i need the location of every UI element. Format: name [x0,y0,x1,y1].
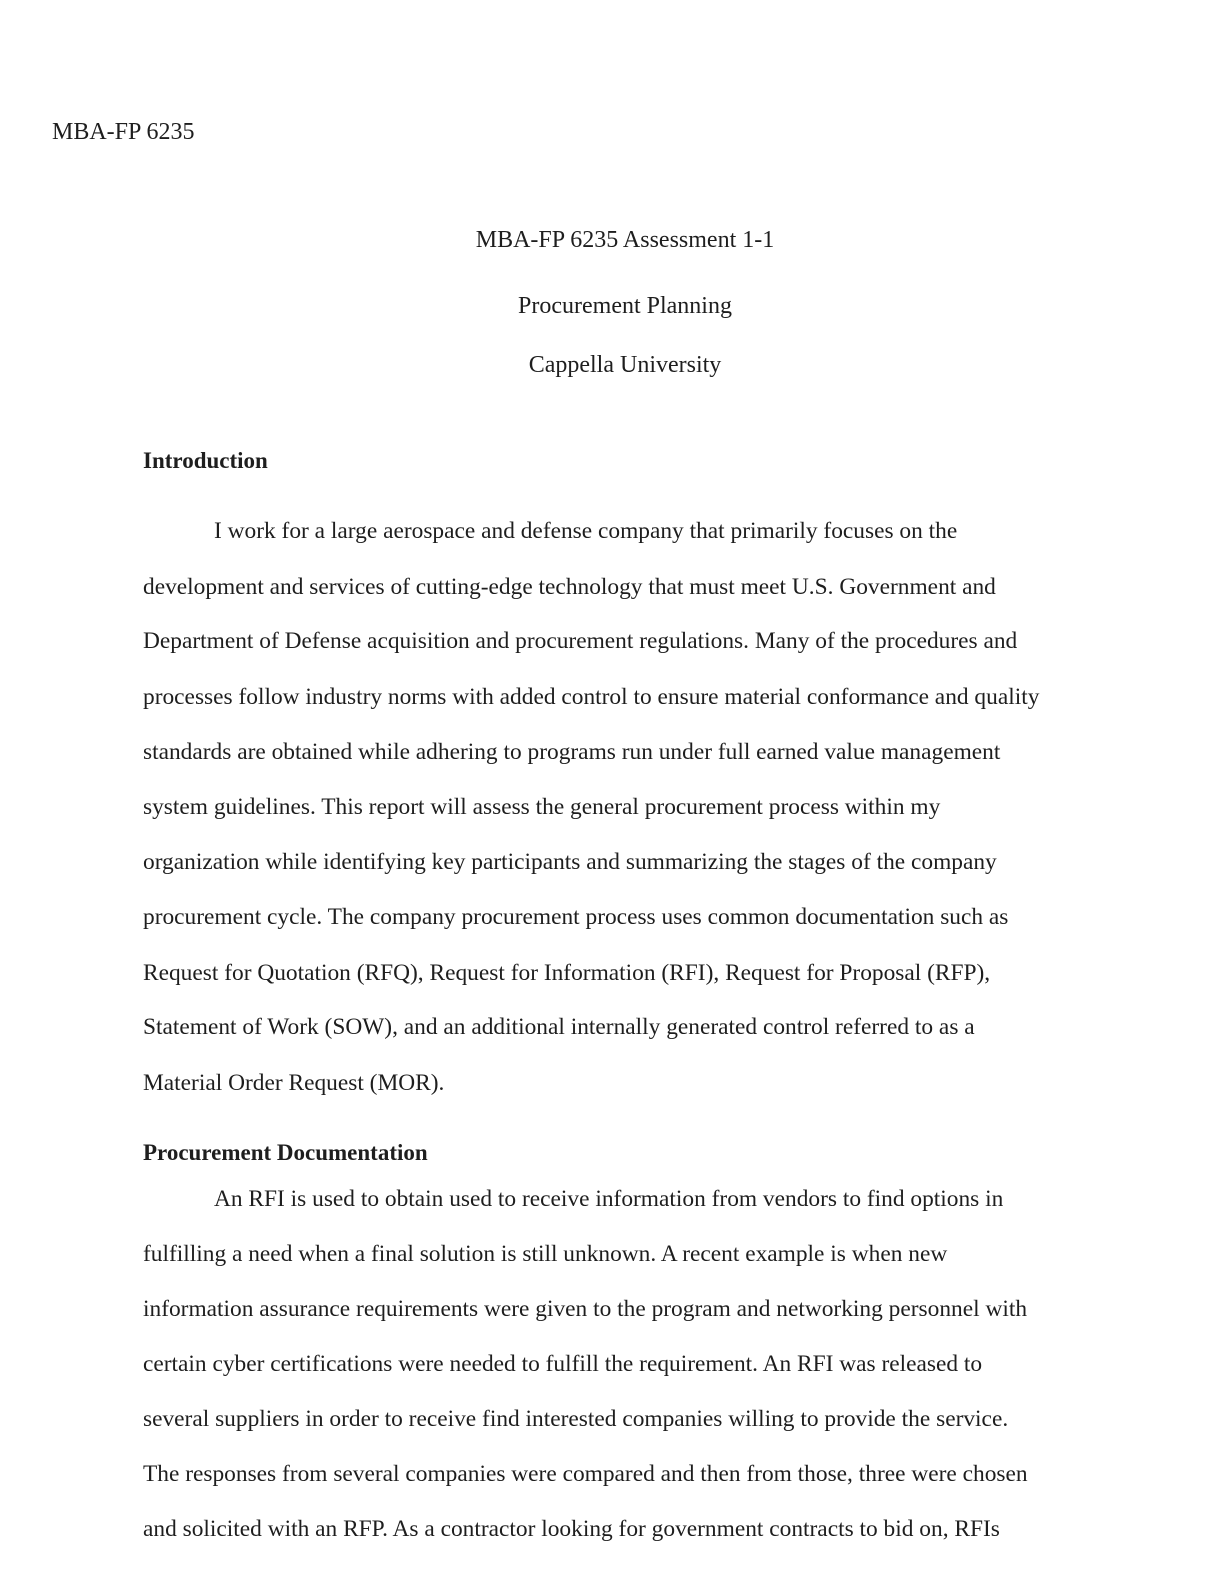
paragraph-line: standards are obtained while adhering to programs run under full earned value management [143,739,1001,765]
section-heading-procurement-documentation: Procurement Documentation [143,1140,428,1165]
paragraph-line: I work for a large aerospace and defense company that primarily focuses on the [214,518,958,544]
paragraph-line: The responses from several companies were compared and then from those, three were chosen [143,1461,1028,1487]
paragraph-line: development and services of cutting-edge technology that must meet U.S. Government and [143,574,996,600]
paragraph-line: organization while identifying key participants and summarizing the stages of the company [143,849,997,875]
paragraph-line: procurement cycle. The company procurement process uses common documentation such as [143,904,1009,930]
paragraph-line: fulfilling a need when a final solution is still unknown. A recent example is when new [143,1241,948,1267]
section-heading-introduction: Introduction [143,448,268,473]
paragraph-line: Material Order Request (MOR). [143,1070,445,1096]
paragraph-line: information assurance requirements were given to the program and networking personnel with [143,1296,1028,1322]
paragraph-line: certain cyber certifications were needed to fulfill the requirement. An RFI was released to [143,1351,983,1377]
paragraph-line: Department of Defense acquisition and procurement regulations. Many of the procedures and [143,628,1018,654]
paragraph-line: Request for Quotation (RFQ), Request for Information (RFI), Request for Proposal (RFP), [143,960,991,986]
paragraph-line: processes follow industry norms with added control to ensure material conformance and quality [143,684,1040,710]
running-head: MBA-FP 6235 [52,119,195,145]
paragraph-line: An RFI is used to obtain used to receive information from vendors to find options in [214,1186,1004,1212]
paragraph-line: system guidelines. This report will assess the general procurement process within my [143,794,941,820]
paragraph-line: Statement of Work (SOW), and an additional internally generated control referred to as a [143,1014,975,1040]
institution: Cappella University [528,352,722,378]
paper-title: MBA-FP 6235 Assessment 1-1 [475,227,775,253]
paragraph-line: several suppliers in order to receive find interested companies willing to provide the service. [143,1406,1009,1432]
paragraph-line: and solicited with an RFP. As a contractor looking for government contracts to bid on, RFIs [143,1516,1000,1542]
paper-subtitle: Procurement Planning [518,293,732,319]
